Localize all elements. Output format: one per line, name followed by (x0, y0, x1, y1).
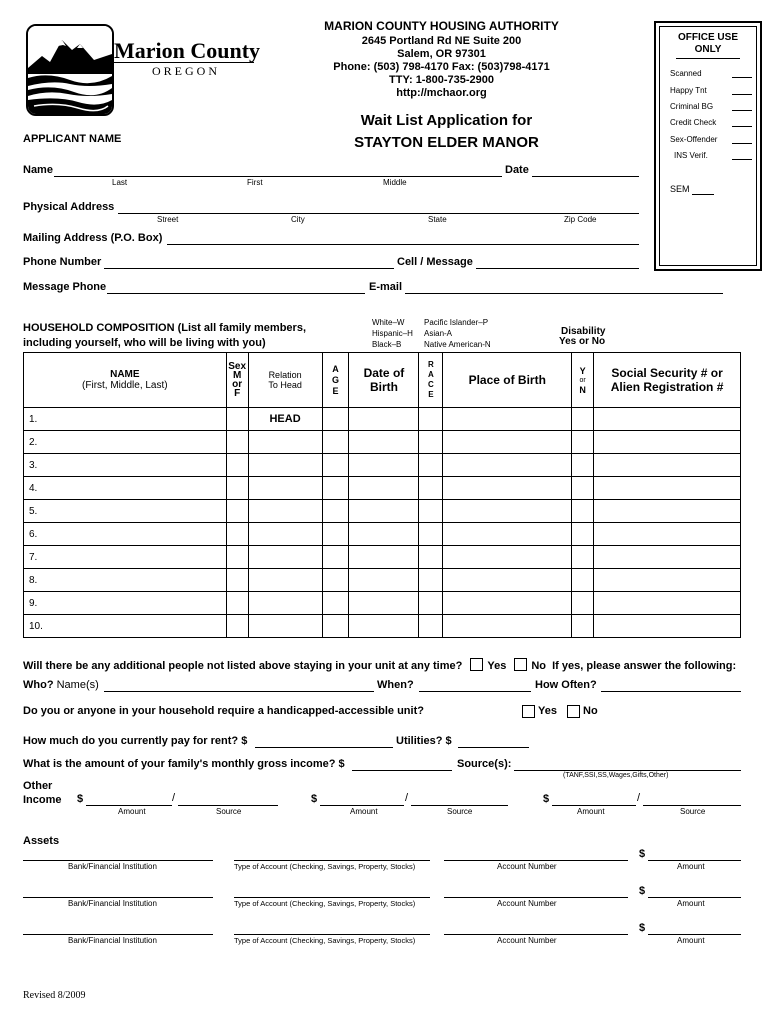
row-number: 6. (24, 523, 227, 546)
col-disability: Y or N (572, 353, 594, 408)
table-row (24, 477, 741, 500)
race-key-black: Black–B (372, 340, 402, 349)
rent-question: How much do you currently pay for rent? $ (23, 735, 248, 747)
bank-caption: Bank/Financial Institution (68, 862, 157, 871)
race-key-pacific: Pacific Islander–P (424, 318, 489, 327)
asset-amount-field[interactable] (648, 860, 741, 861)
sources-hint: (TANF,SSI,SS,Wages,Gifts,Other) (563, 772, 669, 779)
race-key-hispanic: Hispanic–H (372, 329, 413, 338)
dollar-icon: $ (77, 793, 84, 805)
asset-account-field[interactable] (444, 934, 628, 935)
income-label: Income (23, 794, 62, 806)
office-use-box (654, 21, 762, 271)
amount-caption: Amount (577, 807, 605, 816)
revised-date: Revised 8/2009 (23, 990, 86, 1001)
handicap-yes-label: Yes (538, 705, 557, 717)
table-row (24, 454, 741, 477)
row-number: 3. (24, 454, 227, 477)
org-tty: TTY: 1-800-735-2900 (389, 74, 494, 86)
org-phone: Phone: (503) 798-4170 Fax: (503)798-4171 (333, 61, 550, 73)
row-number: 8. (24, 569, 227, 592)
col-relation: Relation To Head (248, 353, 322, 408)
form-subtitle: STAYTON ELDER MANOR (354, 134, 539, 151)
slash-divider: / (172, 792, 176, 804)
household-heading: HOUSEHOLD COMPOSITION (List all family members, (23, 322, 306, 334)
source-caption: Source (216, 807, 242, 816)
office-item-criminal-bg: Criminal BG (670, 102, 714, 111)
physical-address-field[interactable] (118, 213, 639, 214)
head-relation: HEAD (248, 408, 322, 431)
handicap-no-checkbox[interactable] (567, 705, 580, 718)
table-row (24, 500, 741, 523)
table-row (24, 431, 741, 454)
asset-bank-field[interactable] (23, 897, 213, 898)
col-race: R A C E (419, 353, 443, 408)
household-heading-2: including yourself, who will be living with you) (23, 337, 266, 349)
office-item-scanned: Scanned (670, 69, 702, 78)
office-sem: SEM (670, 184, 690, 194)
amount-caption: Amount (118, 807, 146, 816)
office-item-ins-verif: INS Verif. (674, 151, 708, 160)
table-row (24, 615, 741, 638)
additional-yes-checkbox[interactable] (470, 658, 483, 671)
email-field[interactable] (405, 293, 723, 294)
table-row (24, 546, 741, 569)
how-often-label: How Often? (535, 679, 597, 691)
other-income-amount-1[interactable] (86, 805, 172, 806)
zip-caption: Zip Code (564, 215, 597, 224)
org-city: Salem, OR 97301 (397, 48, 486, 60)
sources-label: Source(s): (457, 758, 512, 770)
name-label: Name (23, 164, 53, 176)
row-number: 2. (24, 431, 227, 454)
row-number: 4. (24, 477, 227, 500)
message-phone-field[interactable] (107, 293, 365, 294)
disability-heading-2: Yes or No (559, 336, 606, 347)
table-row (24, 523, 741, 546)
col-ssn: Social Security # or Alien Registration # (594, 353, 741, 408)
date-field[interactable] (532, 176, 639, 177)
account-caption: Account Number (497, 899, 557, 908)
amount-caption: Amount (350, 807, 378, 816)
amount-caption: Amount (677, 862, 705, 871)
city-caption: City (291, 215, 305, 224)
asset-bank-field[interactable] (23, 860, 213, 861)
other-income-amount-2[interactable] (320, 805, 404, 806)
asset-bank-field[interactable] (23, 934, 213, 935)
account-caption: Account Number (497, 862, 557, 871)
row-number: 10. (24, 615, 227, 638)
org-address: 2645 Portland Rd NE Suite 200 (361, 35, 522, 47)
cell-message-label: Cell / Message (397, 256, 473, 268)
table-row (24, 408, 741, 431)
amount-caption: Amount (677, 936, 705, 945)
physical-address-label: Physical Address (23, 201, 115, 213)
bank-caption: Bank/Financial Institution (68, 899, 157, 908)
office-heading: OFFICE USE (677, 32, 738, 43)
handicap-question: Do you or anyone in your household require a handicapped-accessible unit? (23, 705, 424, 717)
account-caption: Account Number (497, 936, 557, 945)
utilities-label: Utilities? $ (396, 735, 452, 747)
other-label: Other (23, 780, 53, 792)
asset-amount-field[interactable] (648, 897, 741, 898)
additional-no-checkbox[interactable] (514, 658, 527, 671)
table-row (24, 569, 741, 592)
income-field[interactable] (352, 770, 452, 771)
asset-amount-field[interactable] (648, 934, 741, 935)
slash-divider: / (405, 792, 409, 804)
street-caption: Street (157, 215, 179, 224)
row-number: 9. (24, 592, 227, 615)
date-label: Date (505, 164, 529, 176)
office-heading-2: ONLY (694, 44, 722, 55)
who-field[interactable] (104, 691, 374, 692)
sources-field[interactable] (514, 770, 741, 771)
col-age: A G E (322, 353, 349, 408)
handicap-yes-checkbox[interactable] (522, 705, 535, 718)
message-phone-label: Message Phone (23, 281, 107, 293)
cell-message-field[interactable] (476, 268, 639, 269)
phone-number-label: Phone Number (23, 256, 102, 268)
logo-state: OREGON (152, 64, 220, 78)
col-place-of-birth: Place of Birth (443, 353, 572, 408)
race-key-asian: Asian-A (424, 329, 453, 338)
col-name: NAME (First, Middle, Last) (24, 353, 227, 408)
other-income-source-3[interactable] (643, 805, 741, 806)
when-field[interactable] (419, 691, 531, 692)
other-income-source-2[interactable] (411, 805, 508, 806)
how-often-field[interactable] (601, 691, 741, 692)
slash-divider: / (637, 792, 641, 804)
bank-caption: Bank/Financial Institution (68, 936, 157, 945)
source-caption: Source (447, 807, 473, 816)
type-caption: Type of Account (Checking, Savings, Property, Stocks) (234, 936, 416, 945)
other-income-amount-3[interactable] (552, 805, 636, 806)
type-caption: Type of Account (Checking, Savings, Property, Stocks) (234, 862, 416, 871)
table-row (24, 592, 741, 615)
type-caption: Type of Account (Checking, Savings, Property, Stocks) (234, 899, 416, 908)
row-number: 7. (24, 546, 227, 569)
applicant-section-heading: APPLICANT NAME (23, 133, 122, 145)
asset-account-field[interactable] (444, 897, 628, 898)
office-item-credit-check: Credit Check (670, 118, 717, 127)
email-label: E-mail (369, 281, 403, 293)
last-caption: Last (112, 178, 128, 187)
asset-account-field[interactable] (444, 860, 628, 861)
office-item-sex-offender: Sex-Offender (670, 135, 718, 144)
race-key-white: White–W (372, 318, 405, 327)
income-question: What is the amount of your family's monthly gross income? $ (23, 758, 345, 770)
race-key-native: Native American-N (424, 340, 491, 349)
mailing-address-field[interactable] (167, 244, 639, 245)
other-income-source-1[interactable] (178, 805, 278, 806)
logo-name: Marion County (114, 38, 261, 63)
form-title: Wait List Application for (360, 112, 533, 129)
asset-type-field[interactable] (234, 860, 430, 861)
assets-heading: Assets (23, 835, 60, 847)
dollar-icon: $ (543, 793, 550, 805)
org-name: MARION COUNTY HOUSING AUTHORITY (324, 19, 559, 33)
who-label: Who? Name(s) (23, 679, 99, 691)
additional-people-question: Will there be any additional people not listed above staying in your unit at any time? Yes No If yes, please answer the following: (23, 660, 737, 672)
source-caption: Source (680, 807, 706, 816)
disability-heading: Disability (561, 326, 606, 337)
utilities-field[interactable] (458, 747, 529, 748)
name-field[interactable] (54, 176, 502, 177)
household-table (23, 352, 741, 638)
first-caption: First (247, 178, 263, 187)
col-dob: Date of Birth (349, 353, 419, 408)
row-number: 5. (24, 500, 227, 523)
asset-type-field[interactable] (234, 897, 430, 898)
when-label: When? (377, 679, 414, 691)
dollar-icon: $ (311, 793, 318, 805)
col-sex: Sex M or F (226, 353, 248, 408)
dollar-icon: $ (639, 885, 646, 897)
asset-type-field[interactable] (234, 934, 430, 935)
table-header-row (24, 353, 741, 408)
middle-caption: Middle (383, 178, 407, 187)
dollar-icon: $ (639, 922, 646, 934)
state-caption: State (428, 215, 447, 224)
dollar-icon: $ (639, 848, 646, 860)
org-website[interactable]: http://mchaor.org (396, 87, 487, 99)
mailing-address-label: Mailing Address (P.O. Box) (23, 232, 163, 244)
phone-number-field[interactable] (104, 268, 394, 269)
rent-field[interactable] (255, 747, 393, 748)
office-item-happy-tnt: Happy Tnt (670, 86, 707, 95)
row-number: 1. (24, 408, 227, 431)
amount-caption: Amount (677, 899, 705, 908)
handicap-no-label: No (583, 705, 598, 717)
